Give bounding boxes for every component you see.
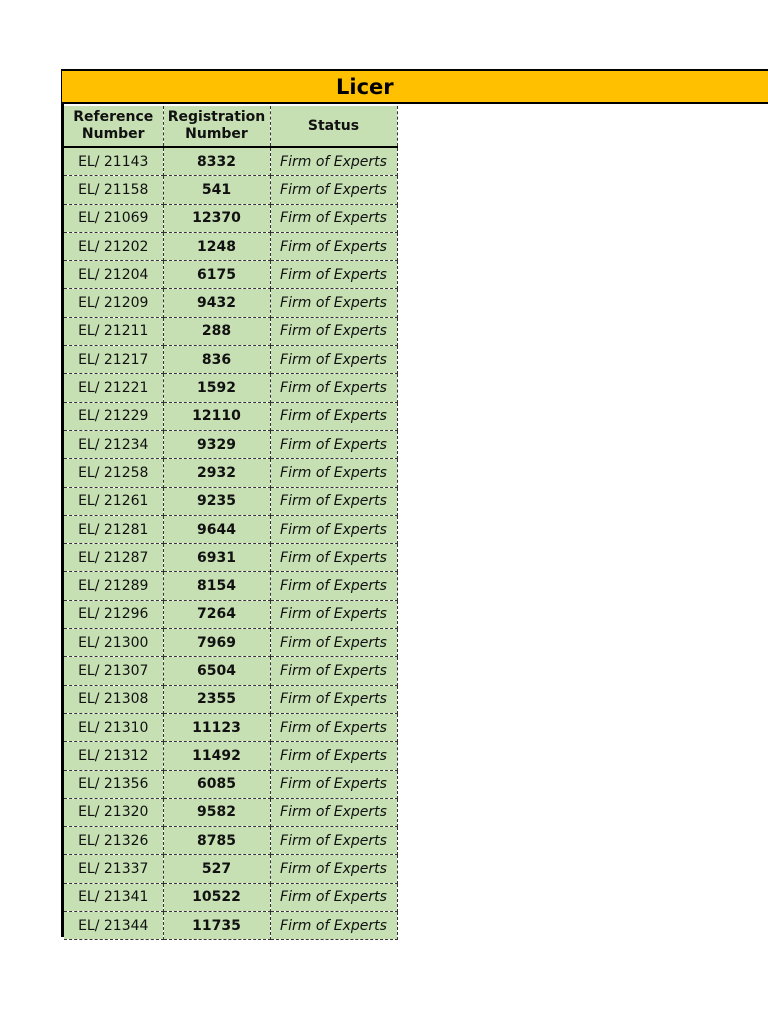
status-cell: Firm of Experts xyxy=(270,430,397,458)
table-row xyxy=(64,261,397,289)
registration-number-cell: 6175 xyxy=(163,261,270,289)
registration-number-cell: 12110 xyxy=(163,402,270,430)
reference-number-cell: EL/ 21229 xyxy=(64,402,163,430)
reference-number-cell: EL/ 21296 xyxy=(64,600,163,628)
table-row xyxy=(64,147,397,176)
table-row xyxy=(64,204,397,232)
table-row xyxy=(64,317,397,345)
status-cell: Firm of Experts xyxy=(270,572,397,600)
status-cell: Firm of Experts xyxy=(270,912,397,940)
status-cell: Firm of Experts xyxy=(270,742,397,770)
status-cell: Firm of Experts xyxy=(270,629,397,657)
registration-number-cell: 7969 xyxy=(163,629,270,657)
status-cell: Firm of Experts xyxy=(270,600,397,628)
status-cell: Firm of Experts xyxy=(270,544,397,572)
table-row xyxy=(64,770,397,798)
status-cell: Firm of Experts xyxy=(270,402,397,430)
table-row xyxy=(64,742,397,770)
registration-number-cell: 11492 xyxy=(163,742,270,770)
table-row xyxy=(64,798,397,826)
registration-number-cell: 6931 xyxy=(163,544,270,572)
reference-number-cell: EL/ 21221 xyxy=(64,374,163,402)
reference-number-cell: EL/ 21356 xyxy=(64,770,163,798)
status-cell: Firm of Experts xyxy=(270,317,397,345)
table-row xyxy=(64,827,397,855)
header-registration-number xyxy=(163,106,270,147)
table-row xyxy=(64,176,397,204)
table-row xyxy=(64,402,397,430)
table-row xyxy=(64,572,397,600)
status-cell: Firm of Experts xyxy=(270,261,397,289)
table-row xyxy=(64,600,397,628)
status-cell: Firm of Experts xyxy=(270,827,397,855)
reference-number-cell: EL/ 21258 xyxy=(64,459,163,487)
reference-number-cell: EL/ 21217 xyxy=(64,346,163,374)
header-status xyxy=(270,106,397,147)
registration-number-cell: 9329 xyxy=(163,430,270,458)
header-reference-number xyxy=(64,106,163,147)
reference-number-cell: EL/ 21307 xyxy=(64,657,163,685)
registration-number-cell: 8332 xyxy=(163,147,270,176)
status-cell: Firm of Experts xyxy=(270,883,397,911)
table-row xyxy=(64,713,397,741)
header-row xyxy=(64,106,397,147)
registration-number-cell: 9644 xyxy=(163,515,270,543)
table-body xyxy=(64,147,397,940)
table-row xyxy=(64,232,397,260)
reference-number-cell: EL/ 21209 xyxy=(64,289,163,317)
status-cell: Firm of Experts xyxy=(270,713,397,741)
registration-number-cell: 2932 xyxy=(163,459,270,487)
registration-number-cell: 12370 xyxy=(163,204,270,232)
reference-number-cell: EL/ 21300 xyxy=(64,629,163,657)
table-row xyxy=(64,912,397,940)
status-cell: Firm of Experts xyxy=(270,770,397,798)
table-row xyxy=(64,629,397,657)
reference-number-cell: EL/ 21308 xyxy=(64,685,163,713)
header-reference-line2: Number xyxy=(81,126,145,142)
registration-number-cell: 8154 xyxy=(163,572,270,600)
registration-number-cell: 9432 xyxy=(163,289,270,317)
table-row xyxy=(64,346,397,374)
header-registration-line2: Number xyxy=(185,126,248,142)
status-cell: Firm of Experts xyxy=(270,374,397,402)
table-row xyxy=(64,459,397,487)
reference-number-cell: EL/ 21287 xyxy=(64,544,163,572)
registration-number-cell: 11735 xyxy=(163,912,270,940)
reference-number-cell: EL/ 21069 xyxy=(64,204,163,232)
reference-number-cell: EL/ 21310 xyxy=(64,713,163,741)
table-row xyxy=(64,430,397,458)
registration-number-cell: 6085 xyxy=(163,770,270,798)
reference-number-cell: EL/ 21281 xyxy=(64,515,163,543)
registration-number-cell: 7264 xyxy=(163,600,270,628)
reference-number-cell: EL/ 21337 xyxy=(64,855,163,883)
table-row xyxy=(64,855,397,883)
registration-number-cell: 10522 xyxy=(163,883,270,911)
status-cell: Firm of Experts xyxy=(270,459,397,487)
reference-number-cell: EL/ 21344 xyxy=(64,912,163,940)
registration-number-cell: 9235 xyxy=(163,487,270,515)
registration-number-cell: 527 xyxy=(163,855,270,883)
reference-number-cell: EL/ 21341 xyxy=(64,883,163,911)
reference-number-cell: EL/ 21312 xyxy=(64,742,163,770)
reference-number-cell: EL/ 21234 xyxy=(64,430,163,458)
reference-number-cell: EL/ 21204 xyxy=(64,261,163,289)
title-clip xyxy=(62,71,397,102)
registration-number-cell: 836 xyxy=(163,346,270,374)
header-registration-line1: Registration xyxy=(167,109,266,125)
status-cell: Firm of Experts xyxy=(270,855,397,883)
reference-number-cell: EL/ 21211 xyxy=(64,317,163,345)
reference-number-cell: EL/ 21320 xyxy=(64,798,163,826)
registration-number-cell: 2355 xyxy=(163,685,270,713)
table-row xyxy=(64,883,397,911)
licence-table xyxy=(64,106,398,940)
header-reference-line1: Reference xyxy=(73,109,154,125)
registration-number-cell: 9582 xyxy=(163,798,270,826)
reference-number-cell: EL/ 21326 xyxy=(64,827,163,855)
registration-number-cell: 541 xyxy=(163,176,270,204)
sheet-title: Licer xyxy=(336,75,394,99)
status-cell: Firm of Experts xyxy=(270,204,397,232)
registration-number-cell: 1248 xyxy=(163,232,270,260)
status-cell: Firm of Experts xyxy=(270,289,397,317)
registration-number-cell: 1592 xyxy=(163,374,270,402)
reference-number-cell: EL/ 21289 xyxy=(64,572,163,600)
registration-number-cell: 8785 xyxy=(163,827,270,855)
reference-number-cell: EL/ 21158 xyxy=(64,176,163,204)
header-status-label: Status xyxy=(307,117,360,134)
status-cell: Firm of Experts xyxy=(270,232,397,260)
table-row xyxy=(64,544,397,572)
table-row xyxy=(64,374,397,402)
table-row xyxy=(64,685,397,713)
registration-number-cell: 6504 xyxy=(163,657,270,685)
table-row xyxy=(64,289,397,317)
status-cell: Firm of Experts xyxy=(270,346,397,374)
status-cell: Firm of Experts xyxy=(270,487,397,515)
reference-number-cell: EL/ 21202 xyxy=(64,232,163,260)
status-cell: Firm of Experts xyxy=(270,515,397,543)
status-cell: Firm of Experts xyxy=(270,685,397,713)
table-row xyxy=(64,515,397,543)
status-cell: Firm of Experts xyxy=(270,147,397,176)
reference-number-cell: EL/ 21143 xyxy=(64,147,163,176)
registration-number-cell: 288 xyxy=(163,317,270,345)
reference-number-cell: EL/ 21261 xyxy=(64,487,163,515)
title-bar xyxy=(62,69,768,104)
status-cell: Firm of Experts xyxy=(270,798,397,826)
status-cell: Firm of Experts xyxy=(270,176,397,204)
status-cell: Firm of Experts xyxy=(270,657,397,685)
table-row xyxy=(64,657,397,685)
table-row xyxy=(64,487,397,515)
registration-number-cell: 11123 xyxy=(163,713,270,741)
